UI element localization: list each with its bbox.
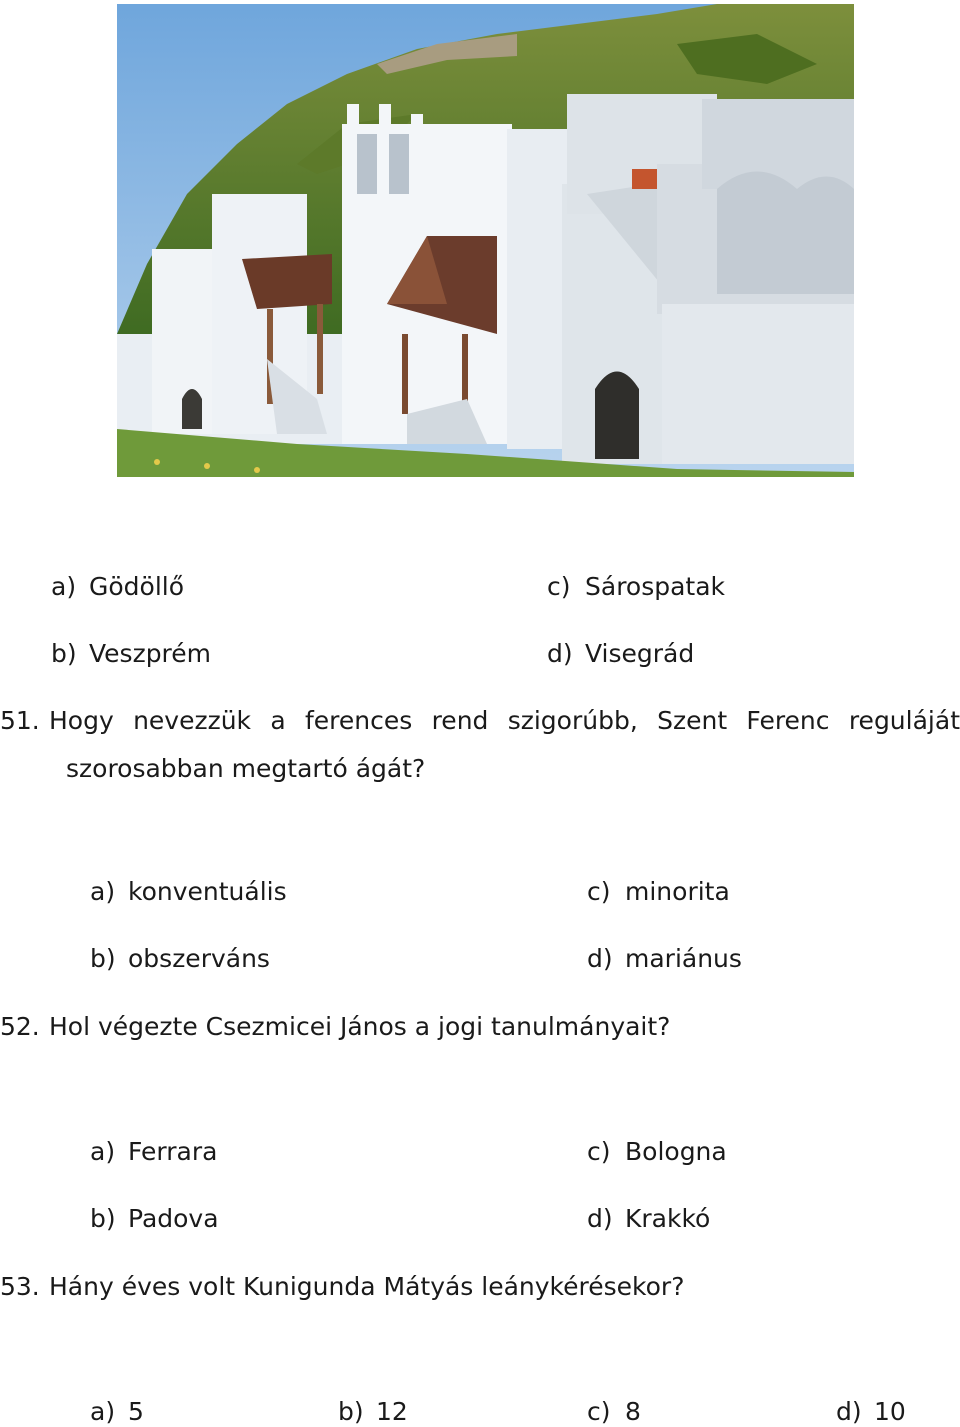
option-label: a)	[90, 877, 116, 906]
option-text: mariánus	[625, 944, 742, 973]
q52-option-a	[90, 1137, 217, 1167]
option-text: 5	[128, 1397, 144, 1426]
q52-option-c	[587, 1137, 727, 1167]
q50-option-c	[547, 572, 725, 602]
option-text: 10	[874, 1397, 906, 1426]
option-label: b)	[90, 1204, 116, 1233]
option-text: Ferrara	[128, 1137, 218, 1166]
option-label: d)	[836, 1397, 862, 1426]
option-text: Padova	[128, 1204, 219, 1233]
q52-option-d	[587, 1204, 710, 1234]
option-text: Veszprém	[89, 639, 212, 668]
option-text: Sárospatak	[585, 572, 726, 601]
question-53	[0, 1272, 684, 1302]
option-label: a)	[51, 572, 77, 601]
option-text: Gödöllő	[89, 572, 185, 601]
option-label: b)	[338, 1397, 364, 1426]
question-51-text-line2: szorosabban megtartó ágát?	[66, 754, 426, 783]
q51-option-c	[587, 877, 730, 907]
option-text: 8	[625, 1397, 641, 1426]
option-label: b)	[90, 944, 116, 973]
q53-option-b	[338, 1397, 408, 1427]
option-label: c)	[587, 1397, 611, 1426]
q51-option-d	[587, 944, 742, 974]
question-number: 52.	[0, 1012, 40, 1041]
q53-option-a	[90, 1397, 144, 1427]
question-text: Hol végezte Csezmicei János a jogi tanulmányait?	[49, 1012, 671, 1041]
option-label: a)	[90, 1397, 116, 1426]
option-text: Visegrád	[585, 639, 695, 668]
option-label: b)	[51, 639, 77, 668]
option-text: konventuális	[128, 877, 287, 906]
option-label: c)	[547, 572, 571, 601]
q52-option-b	[90, 1204, 219, 1234]
option-text: minorita	[625, 877, 730, 906]
option-label: d)	[587, 944, 613, 973]
option-label: d)	[587, 1204, 613, 1233]
option-text: Bologna	[625, 1137, 727, 1166]
question-51-number: 51.	[0, 706, 40, 735]
option-label: c)	[587, 877, 611, 906]
q51-option-a	[90, 877, 287, 907]
q50-option-d	[547, 639, 694, 669]
option-label: a)	[90, 1137, 116, 1166]
question-51-text-line1: Hogy nevezzük a ferences rend szigorúbb, Szent Ferenc reguláját	[49, 706, 960, 735]
q50-option-a	[51, 572, 184, 602]
q51-option-b	[90, 944, 270, 974]
question-52	[0, 1012, 670, 1042]
option-text: obszerváns	[128, 944, 270, 973]
option-label: d)	[547, 639, 573, 668]
option-label: c)	[587, 1137, 611, 1166]
q53-option-c	[587, 1397, 641, 1427]
option-text: Krakkó	[625, 1204, 711, 1233]
q53-option-d	[836, 1397, 906, 1427]
question-text: Hány éves volt Kunigunda Mátyás leánykérésekor?	[49, 1272, 685, 1301]
question-number: 53.	[0, 1272, 40, 1301]
castle-photo	[117, 4, 854, 477]
option-text: 12	[376, 1397, 408, 1426]
q50-option-b	[51, 639, 211, 669]
